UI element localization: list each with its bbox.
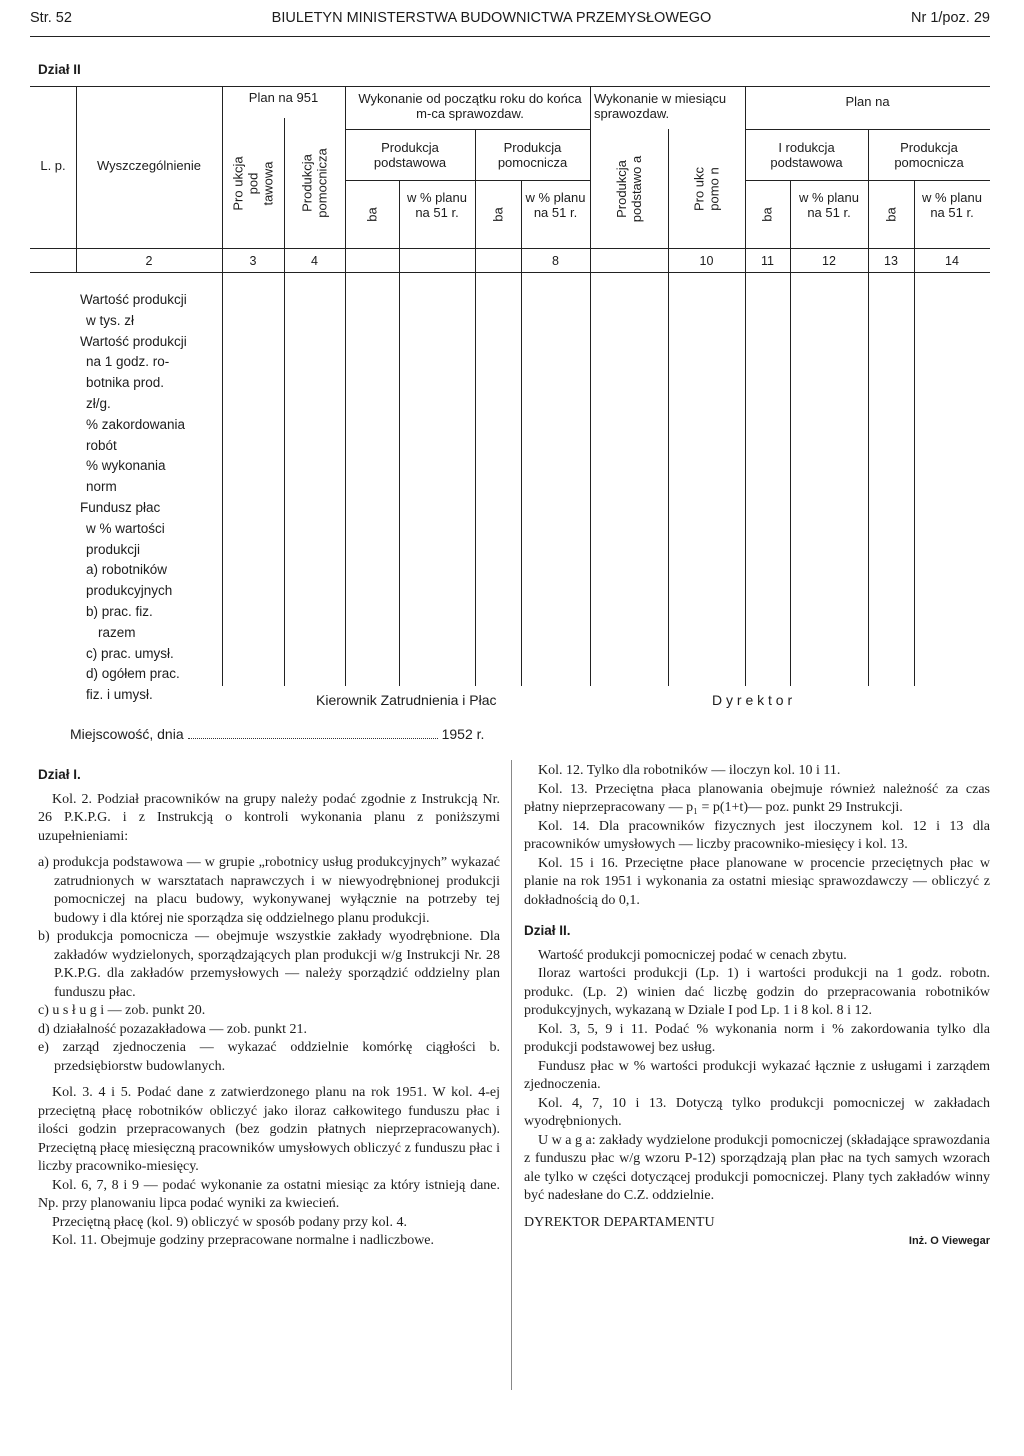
group-plan-951: Plan na 951: [248, 90, 319, 105]
signature-kierownik: Kierownik Zatrudnienia i Płac: [316, 692, 497, 708]
para: Kol. 4, 7, 10 i 13. Dotyczą tylko produkcji pomocniczej w zakładach wyodrębnionych.: [524, 1095, 990, 1129]
para: Iloraz wartości produkcji (Lp. 1) i wartości produkcji na 1 godz. robotn. produkc. (Lp. 2) winien dać liczbę godzin do przepracowania robotników produkcyjnych, wykazaną w Dziale I pod Lp. 1 i 8 kol. 8 i 12.: [524, 966, 990, 1018]
right-column: [524, 762, 990, 1251]
vheader-prod-podst: Pro ukcja pod tawowa: [230, 155, 276, 211]
place-date-line: [70, 726, 484, 742]
colnum-4: 4: [311, 254, 318, 268]
colnum-3: 3: [249, 254, 257, 268]
header-wyszczegolnienie: Wyszczególnienie: [97, 158, 201, 173]
hline-sub1: [345, 180, 590, 181]
row-label-line: Wartość produkcji: [80, 292, 187, 307]
para: U w a g a: zakłady wydzielone produkcji pomocniczej (składające sprawozdania z funduszu płac w/g wzoru P-12) sporządzają plan płac na tych samych wzorach ale tylko w części dotyczącej produkcji pomocniczej. Plany tych zakładów winny być nadesłane do C.Z. oddzielnie.: [524, 1132, 990, 1203]
colnum-13: 13: [884, 254, 898, 268]
bulletin-title: BIULETYN MINISTERSTWA BUDOWNICTWA PRZEMYSŁOWEGO: [271, 10, 712, 26]
spacer: [38, 1076, 500, 1084]
row-label-line: % zakordowania: [86, 416, 186, 432]
sub-pomocnicza-plan: Produkcja pomocnicza: [894, 140, 964, 170]
w-proc-1: w % planu na 51 r.: [407, 190, 467, 220]
row-label-line: robót: [86, 437, 117, 453]
vheader-mies-pomoc: Pro ukc pomo n: [691, 166, 722, 212]
row-label-line: produkcyjnych: [86, 583, 173, 599]
vline-5: [399, 180, 400, 686]
row-label-line: norm: [86, 479, 117, 495]
para: Przeciętną płacę (kol. 9) obliczyć w sposób podany przy kol. 4.: [52, 1214, 407, 1230]
group-wykonanie-roku: Wykonanie od początku roku do końca m-ca sprawozdaw.: [358, 91, 582, 121]
w-proc-2: w % planu na 51 r.: [525, 190, 586, 220]
row-labels: [80, 290, 187, 706]
header-bottom-rule: [30, 248, 990, 249]
vline-1: [76, 86, 77, 272]
header-lp: L. p.: [40, 158, 66, 173]
colnum-2: 2: [145, 254, 153, 268]
colnum-8: 8: [552, 254, 559, 268]
para: Kol. 11. Obejmuje godziny przepracowane normalne i nadliczbowe.: [52, 1233, 435, 1248]
table-top-rule: [30, 86, 990, 87]
place-label: Miejscowość, dnia: [70, 726, 184, 742]
row-label-line: w tys. zł: [86, 312, 135, 328]
list-item-a: a) produkcja podstawowa — w grupie „robotnicy usług produkcyjnych” wykazać zatrudnionych w warsztatach naprawczych i w niewyodrębnionej produkcji pomocniczej na placu budowy, wykonywanej wyłącznie na potrzeby tej budowy i dla której nie sporządza się oddzielnego planu produkcji.: [38, 855, 500, 926]
spacer: [38, 846, 500, 854]
row-label-line: % wykonania: [86, 458, 166, 474]
colnum-10: 10: [699, 254, 714, 268]
colnum-12: 12: [822, 254, 836, 268]
vline-10: [745, 86, 746, 686]
row-label-line: c) prac. umysł.: [86, 645, 174, 661]
para: Kol. 14. Dla pracowników fizycznych jest iloczynem kol. 12 i 13 dla pracowników umysłowych — liczby pracowniko-miesięcy i kol. 13.: [524, 818, 990, 852]
group-wykonanie-miesiac: Wykonanie w miesiącu sprawozdaw.: [594, 91, 727, 121]
ba-2: ba: [490, 206, 506, 222]
row-label-line: Fundusz płac: [80, 499, 161, 515]
vline-4: [345, 86, 346, 686]
sub-podstawowa: Produkcja podstawowa: [373, 140, 447, 170]
row-label-line: razem: [98, 624, 136, 640]
para: Kol. 3. 4 i 5. Podać dane z zatwierdzonego planu na rok 1951. W kol. 4-ej przeciętną płacę robotników obliczyć jako iloraz całkowitego funduszu płac i ilości godzin przepracowanych (bez godzin płatnych nieprzepracowanych). Przeciętną płacę miesięczną pracowników umysłowych obliczyć z funduszu płac i liczby pracowniko-miesięcy.: [38, 1085, 500, 1174]
colnum-11: 11: [761, 254, 774, 268]
row-label-line: botnika prod.: [86, 375, 165, 391]
para: Kol. 13. Przeciętna płaca planowania obejmuje również należność za czas płatny nieprzepracowany — p₁ = p(1+t)— poz. punkt 29 Instrukcji.: [524, 781, 990, 815]
w-proc-3: w % planu na 51 r.: [799, 190, 859, 220]
row-label-line: na 1 godz. ro-: [86, 354, 170, 370]
row-label-line: Wartość produkcji: [80, 333, 187, 349]
para: Kol. 15 i 16. Przeciętne płace planowane w procencie przeciętnych płac w planie na rok 1951 i wykonania za ostatni miesiąc sprawozdawczy — obliczyć z dokładnością do 0,1.: [524, 855, 990, 908]
row-label-line: d) ogółem prac.: [86, 666, 180, 682]
section-title: Dział II: [38, 62, 81, 77]
group-plan-na: Plan na: [845, 94, 890, 109]
para: Kol. 3, 5, 9 i 11. Podać % wykonania norm i % zakordowania tylko dla produkcji podstawowej bez usług.: [524, 1021, 990, 1055]
ba-4: ba: [883, 206, 899, 222]
ba-3: ba: [760, 206, 775, 222]
list-item-b: b) produkcja pomocnicza — obejmuje wszystkie zakłady wyodrębnione. Dla zakładów wydzielonych, sporządzających plan produkcji w/g Instrukcji Nr. 28 P.K.P.G. dla zakładów przemysłowych — należy sporządzić oddzielny plan funduszu płac.: [38, 929, 500, 1000]
sub-pomocnicza: Produkcja pomocnicza: [497, 140, 568, 170]
spacer: [524, 1206, 990, 1214]
para: Kol. 6, 7, 8 i 9 — podać wykonanie za ostatni miesiąc za który istnieją dane. Np. przy planowaniu lipca podać wyniki za kwiecień.: [38, 1177, 500, 1211]
form-table: [0, 0, 1024, 720]
list-item-c: c) u s ł u g i — zob. punkt 20.: [38, 1003, 206, 1018]
row-label-line: zł/g.: [86, 395, 111, 411]
list-item-d: d) działalność pozazakładowa — zob. punkt 21.: [38, 1021, 308, 1037]
row-label-line: b) prac. fiz.: [86, 603, 153, 619]
signature-name: Inż. O Viewegar: [908, 1235, 990, 1247]
w-proc-4: w % planu na 51 r.: [922, 190, 982, 220]
row-label-line: w % wartości: [86, 520, 165, 536]
vheader-mies-podst: Produkcja podstawo a: [614, 155, 644, 223]
row-label-line: produkcji: [86, 541, 141, 557]
para: Kol. 12. Tylko dla robotników — iloczyn kol. 10 i 11.: [538, 763, 841, 778]
heading-dzial-1: Dział I.: [38, 767, 81, 782]
heading-dzial-2: Dział II.: [524, 923, 571, 938]
numbers-bottom-rule: [30, 272, 990, 273]
row-label-line: a) robotników: [86, 562, 168, 578]
issue-number: Nr 1/poz. 29: [911, 10, 990, 26]
para: Wartość produkcji pomocniczej podać w cenach zbytu.: [538, 947, 847, 963]
list-item-e: e) zarząd zjednoczenia — wykazać oddzielnie komórkę ciągłości b. przedsiębiorstw budowlanych.: [38, 1040, 500, 1074]
column-divider: [511, 760, 512, 1390]
year-label: 1952 r.: [441, 726, 485, 742]
signature-dyrektor: D y r e k t o r: [712, 692, 793, 708]
para: Kol. 2. Podział pracowników na grupy należy podać zgodnie z Instrukcją Nr. 26 P.K.P.G. i z Instrukcją o kontroli wykonania planu z poniższymi uzupełnieniami:: [38, 791, 500, 844]
hline-roku: [345, 129, 590, 130]
signature-title: DYREKTOR DEPARTAMENTU: [524, 1214, 715, 1230]
ba-1: ba: [364, 206, 380, 222]
page-number: Str. 52: [30, 10, 72, 26]
colnum-14: 14: [945, 254, 959, 268]
para: Fundusz płac w % wartości produkcji wykazać łącznie z usługami i zarządem zjednoczenia.: [524, 1058, 990, 1092]
date-dotted-line: [188, 738, 438, 739]
row-label-line: fiz. i umysł.: [86, 687, 153, 703]
sub-podstawowa-plan: I rodukcja podstawowa: [770, 140, 843, 170]
vheader-prod-pomoc: Produkcja pomocnicza: [299, 148, 330, 218]
spacer: [524, 910, 990, 918]
left-column: [38, 762, 500, 1251]
